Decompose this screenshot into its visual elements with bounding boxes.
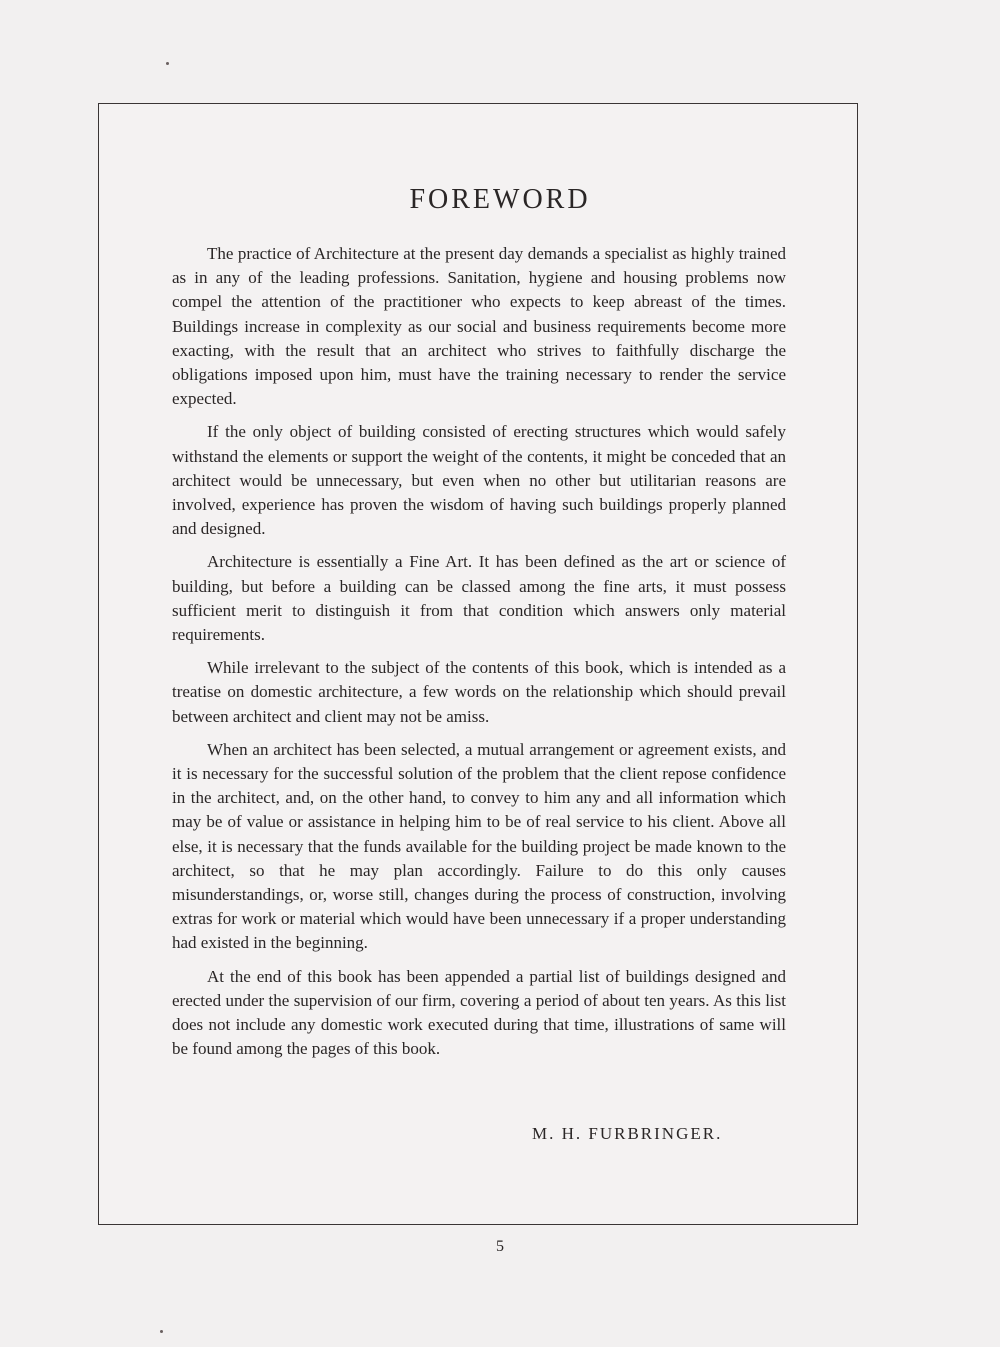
paragraph-4: While irrelevant to the subject of the contents of this book, which is intended as a treatise on domestic architecture, a few words on the relationship which should prevail between architect and client may not be amiss. [172,658,786,726]
paragraph-1: The practice of Architecture at the present day demands a specialist as highly trained as in any of the leading professions. Sanitation, hygiene and housing problems now compel the attention of the practitioner who expects to keep abreast of the times. Buildings increase in complexity as our social and business requirements become more exacting, with the result that an architect who strives to faithfully discharge the obligations imposed upon him, must have the training necessary to render the service expected. [172,244,786,409]
paragraph-2: If the only object of building consisted of erecting structures which would safely withstand the elements or support the weight of the contents, it might be conceded that an architect would be unnecessary, but even when no other but utilitarian reasons are involved, experience has proven the wisdom of having such buildings properly planned and designed. [172,422,786,539]
page-number: 5 [496,1238,504,1255]
paper-speck [160,1330,163,1333]
foreword-body [172,242,786,1071]
paper-speck [166,62,169,65]
paragraph-3: Architecture is essentially a Fine Art. It has been defined as the art or science of building, but before a building can be classed among the fine arts, it must possess sufficient merit to distinguish it from that condition which answers only material requirements. [172,552,786,645]
paragraph-6: At the end of this book has been appended a partial list of buildings designed and erected under the supervision of our firm, covering a period of about ten years. As this list does not include any domestic work executed during that time, illustrations of same will be found among the pages of this book. [172,966,786,1059]
paragraph-5: When an architect has been selected, a mutual arrangement or agreement exists, and it is necessary for the successful solution of the problem that the client repose confidence in the architect, and, on the other hand, to convey to him any and all information which may be of value or assistance in helping him to be of real service to his client. Above all else, it is necessary that the funds available for the building project be made known to the architect, so that he may plan accordingly. Failure to do this only causes misunderstandings, or, worse still, changes during the process of construction, involving extras for work or material which would have been unnecessary if a proper understanding had existed in the beginning. [172,739,786,953]
author-signature: M. H. FURBRINGER. [532,1124,723,1143]
foreword-heading: FOREWORD [409,184,591,215]
